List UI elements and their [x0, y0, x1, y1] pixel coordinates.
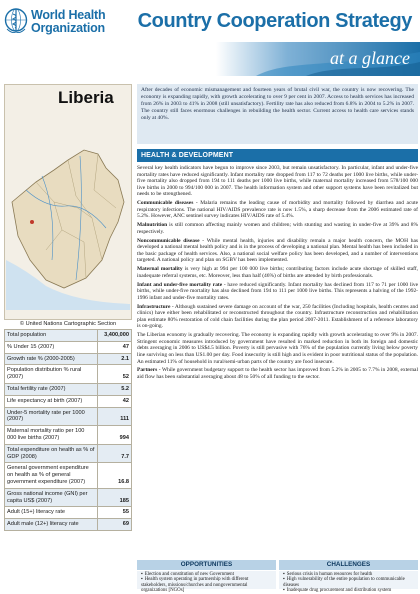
challenges-item: ▪ Serious crisis in human resources for health: [283, 572, 415, 577]
stats-value: 7.7: [98, 444, 132, 463]
paragraph-text: - Although sustained severe damage on account of the war, 250 facilities (Including hospitals, health centres and clinics) have either been rehabilitated or reconstructed throughout the country. Infrastructure reconstruction and rehabilitation plan estimate 80% restoration of cold chain facilities during the plan period 2007-2011. Establishment of a reference laboratory is on-going.: [137, 303, 418, 330]
stats-value: 111: [98, 407, 132, 426]
paragraph-text: Several key health indicators have begun to improve since 2003, but remain unsatisfactory. In particular, infant and under-five mortality rates have reduced significantly. Infant mortality rate dropped from 117 to 72 deaths per 1000 live births, while under-five mortality also dropped from 194 to 111 deaths per 1000 live births, while maternal mortality increased from 578/100 000 live births in 2000 to 994/100 000 in 2007. The health information system and other support systems have been revitalized but needs to be strengthened.: [137, 165, 418, 198]
body-paragraph: [137, 304, 418, 330]
challenges-item: ▪ Inadequate drug procurement and distribution system: [283, 588, 415, 593]
stats-label: Total expenditure on health as % of GDP (2008): [5, 444, 98, 463]
body-paragraph: [137, 238, 418, 264]
stats-label: Gross national income (GNI) per capita US$ (2007): [5, 488, 98, 507]
organization-name: [31, 9, 151, 35]
opportunities-item: ▪ Election and constitution of new Government: [141, 572, 273, 577]
paragraph-lead: Infrastructure: [137, 303, 171, 310]
paragraph-lead: Partners: [137, 367, 158, 374]
stats-row: [5, 341, 132, 353]
paragraph-text: is still common affecting mainly women and children; with stunting and wasting in under-five at 39% and 8% respectively.: [137, 222, 418, 235]
stats-label: Growth rate % (2000-2005): [5, 353, 98, 365]
challenges-item: ▪ High vulnerability of the entire population to communicable diseases: [283, 577, 415, 588]
stats-label: Total fertility rate (2007): [5, 383, 98, 395]
opportunities-challenges-panel: [137, 560, 418, 594]
stats-label: Life expectancy at birth (2007): [5, 395, 98, 407]
paragraph-lead: Communicable diseases: [137, 200, 194, 207]
page-header: [0, 0, 420, 82]
paragraph-lead: Infant and under-five mortality rate: [137, 281, 223, 288]
body-paragraph: [137, 222, 418, 235]
paragraph-text: - Malaria remains the leading cause of morbidity and mortality followed by diarrhea and acute respiratory infections. The national HIV/AIDS prevalence rate is now 1.5%, a sharp decrease from the 2006 estimated rate of 5.2%. However, ANC sentinel survey indicates HIV/AIDS rate of 5.4%.: [137, 200, 419, 220]
stats-value: 47: [98, 341, 132, 353]
who-emblem-icon: [4, 7, 28, 35]
stats-row: [5, 463, 132, 488]
paragraph-text: - have reduced significantly. Infant mortality has declined from 117 to 71 per 1000 live births, while under-five mortality has also declined from 194 to 111 per 1000 live births. This represents a halving of the 1992-1996 infant and under-five mortality rates.: [137, 281, 418, 301]
stats-label: General government expenditure on health as % of general government expenditure (2007): [5, 463, 98, 488]
challenges-list: [279, 571, 418, 594]
country-statistics-table: [4, 329, 132, 531]
section-heading-health-development: HEALTH & DEVELOPMENT: [137, 149, 418, 162]
paragraph-lead: Noncommunicable disease: [137, 237, 200, 244]
body-paragraph: [137, 266, 418, 279]
stats-label: Adult (15+) literacy rate: [5, 507, 98, 519]
body-paragraph: [137, 200, 418, 220]
stats-row: [5, 426, 132, 445]
stats-value: 16.8: [98, 463, 132, 488]
page-title: Country Cooperation Strategy: [137, 10, 412, 32]
organization-name-line2: Organization: [31, 21, 105, 35]
stats-label: Adult male (12+) literacy rate: [5, 519, 98, 531]
organization-name-line1: World Health: [31, 8, 106, 22]
paragraph-text: The Liberian economy is gradually recovering. The economy is expanding rapidly with growth accelerating to over 9% in 2007. Stringent economic measures introduced by government have resulted in marked reduction in both its foreign and domestic debts averaging in 2006 to US$4.5 billion. Poverty is still pervasive with 76% of the population currently living below poverty line surviving on less than US1.00 per day. Food insecurity is still high and is evident in poor nutritional status of the population. An estimated 11% of household in rural/semi-urban parts of the country are food insecure.: [137, 332, 418, 365]
stats-label: Under-5 mortality rate per 1000 (2007): [5, 407, 98, 426]
stats-row: [5, 519, 132, 531]
stats-value: 52: [98, 365, 132, 384]
opportunities-list: [137, 571, 276, 594]
country-name: Liberia: [58, 88, 114, 107]
opportunities-heading: OPPORTUNITIES: [137, 560, 276, 570]
subtitle-banner: [216, 42, 420, 76]
stats-row: [5, 444, 132, 463]
stats-value: 3,400,000: [98, 330, 132, 342]
paragraph-text: - While mental health, injuries and disability remain a major health concern, the MOH has developed a national mental health policy and is in the process of developing a national plan. Mental health has been included in the basic package of health services. Also, a national social welfare policy has been developed, and a number of interventions targeted. A national policy and plan on SGBV has been implemented.: [137, 237, 418, 264]
body-paragraph: [137, 282, 418, 302]
stats-row: [5, 507, 132, 519]
liberia-map: [6, 110, 130, 310]
stats-value: 994: [98, 426, 132, 445]
stats-value: 55: [98, 507, 132, 519]
body-paragraph: [137, 332, 418, 365]
challenges-heading: CHALLENGES: [279, 560, 418, 570]
stats-label: Population distribution % rural (2007): [5, 365, 98, 384]
stats-row: [5, 407, 132, 426]
paragraph-lead: Maternal mortality: [137, 266, 183, 273]
stats-value: 185: [98, 488, 132, 507]
stats-row: [5, 383, 132, 395]
stats-value: 5.2: [98, 383, 132, 395]
page-subtitle: at a glance: [330, 48, 410, 68]
intro-summary: After decades of economic mismanagement and fourteen years of brutal civil war, the country is now recovering. The economy is expanding rapidly, with growth accelerating to over 9 per cent in 2007. Access to health services has increased from 26% in 2003 to 41% in 2008 (still unsatisfactory). Fertility rate has also reduced from 6.8% in 2004 to 5.2% in 2007. The country still faces enormous challenges in rebuilding the health sector. Current access to health care services stands only at 40%.: [137, 84, 418, 144]
stats-value: 69: [98, 519, 132, 531]
stats-row: [5, 330, 132, 342]
map-credit: © United Nations Cartographic Section: [19, 321, 117, 327]
stats-value: 42: [98, 395, 132, 407]
stats-row: [5, 353, 132, 365]
health-development-body: [137, 165, 418, 383]
body-paragraph: [137, 367, 418, 380]
stats-row: [5, 365, 132, 384]
stats-label: Total population: [5, 330, 98, 342]
stats-row: [5, 395, 132, 407]
paragraph-lead: Malnutrition: [137, 222, 168, 229]
paragraph-text: is very high at 994 per 100 000 live births; contributing factors include acute shortage of skilled staff, inadequate referral systems, etc. Moreover, less than half (46%) of births are attended by birth professionals.: [137, 266, 419, 279]
stats-label: % Under 15 (2007): [5, 341, 98, 353]
stats-label: Maternal mortality ratio per 100 000 live births (2007): [5, 426, 98, 445]
opportunities-item: ▪ Health system operating in partnership with different stakeholders, missions/churches and nongovernmental organizations [NGOs]: [141, 577, 273, 593]
stats-value: 2.1: [98, 353, 132, 365]
paragraph-text: - While government budgetary support to the health sector has improved from 5.2% in 2005 to 7.7% in 2008, external aid flow has been substantial averaging about 48 to 50% of all funding to the sector.: [137, 367, 418, 380]
stats-row: [5, 488, 132, 507]
body-paragraph: [137, 165, 418, 198]
